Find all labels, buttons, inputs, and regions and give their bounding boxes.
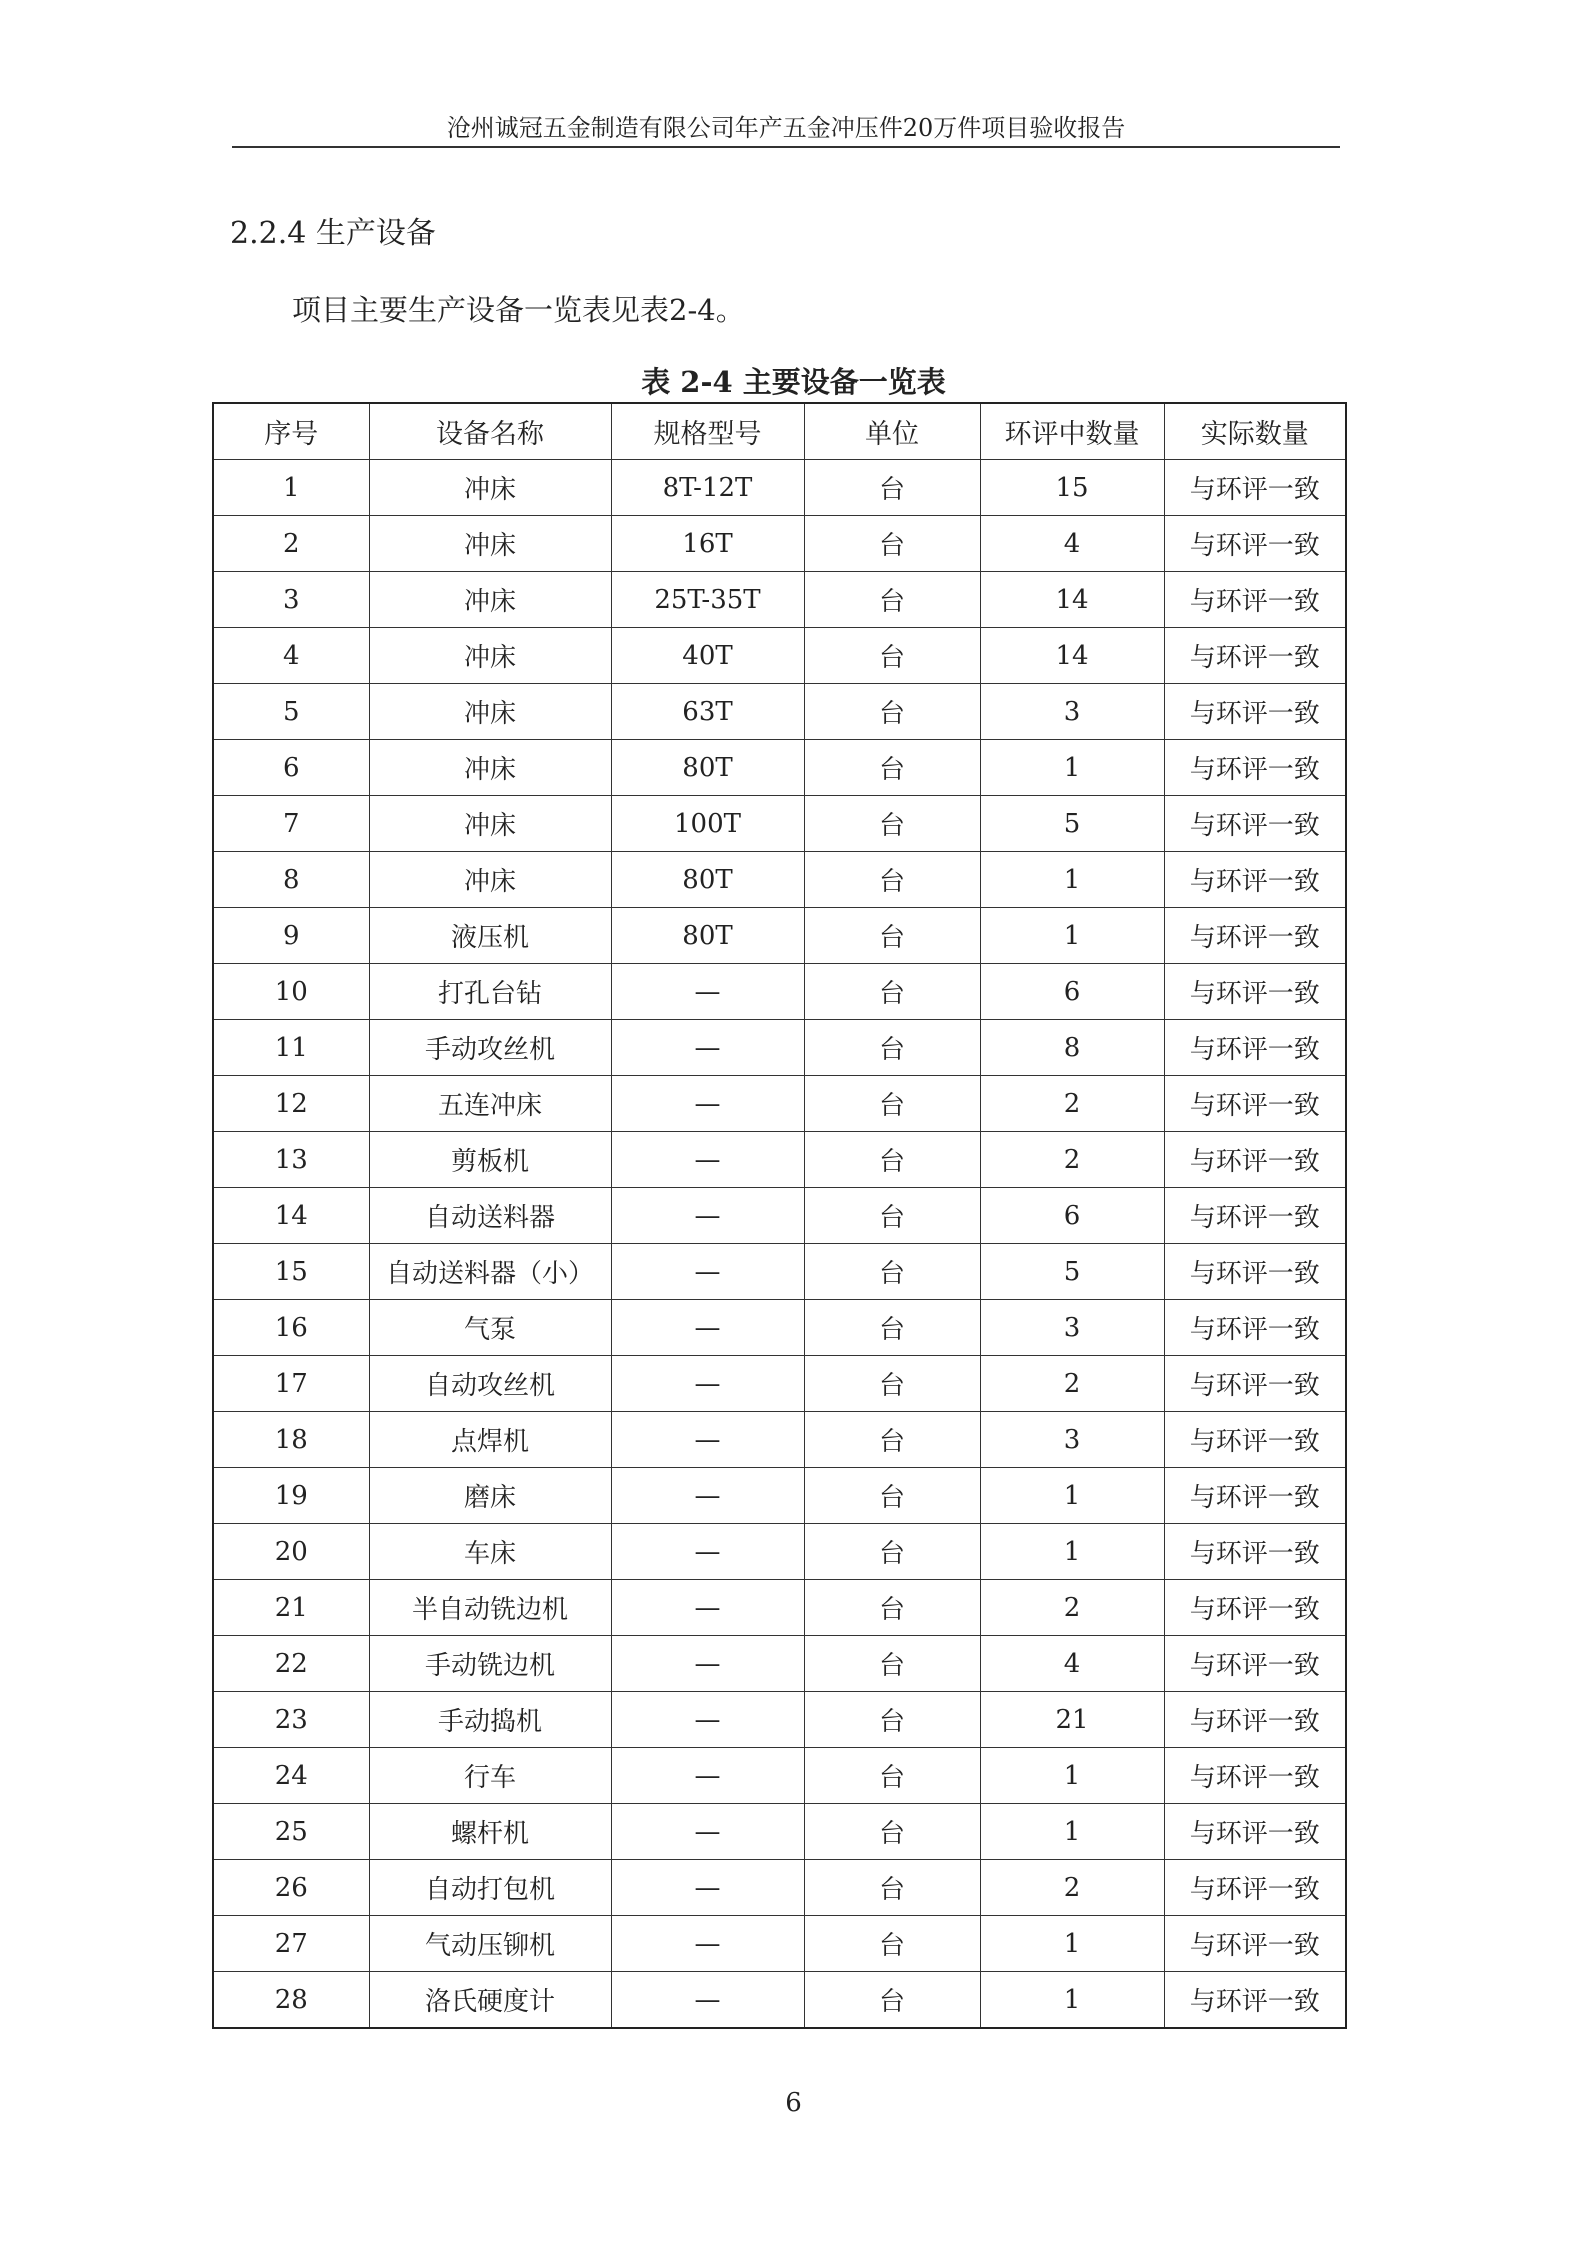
cell-model: — [611, 1692, 804, 1748]
cell-actual-quantity: 与环评一致 [1164, 740, 1346, 796]
cell-equipment-name: 剪板机 [369, 1132, 611, 1188]
cell-eia-quantity: 6 [980, 964, 1164, 1020]
cell-unit: 台 [804, 1580, 980, 1636]
cell-actual-quantity: 与环评一致 [1164, 1300, 1346, 1356]
cell-unit: 台 [804, 1748, 980, 1804]
cell-index: 15 [213, 1244, 369, 1300]
cell-unit: 台 [804, 1468, 980, 1524]
cell-equipment-name: 自动攻丝机 [369, 1356, 611, 1412]
section-heading: 2.2.4 生产设备 [230, 216, 436, 251]
table-row [213, 1860, 1346, 1916]
table-row [213, 1020, 1346, 1076]
cell-actual-quantity: 与环评一致 [1164, 964, 1346, 1020]
cell-actual-quantity: 与环评一致 [1164, 1188, 1346, 1244]
cell-model: 63T [611, 684, 804, 740]
cell-equipment-name: 气泵 [369, 1300, 611, 1356]
cell-index: 26 [213, 1860, 369, 1916]
table-row [213, 1076, 1346, 1132]
cell-model: 80T [611, 852, 804, 908]
cell-index: 11 [213, 1020, 369, 1076]
cell-model: — [611, 1020, 804, 1076]
cell-actual-quantity: 与环评一致 [1164, 796, 1346, 852]
cell-eia-quantity: 2 [980, 1076, 1164, 1132]
cell-unit: 台 [804, 1076, 980, 1132]
cell-index: 17 [213, 1356, 369, 1412]
column-header-name: 设备名称 [369, 403, 611, 460]
cell-actual-quantity: 与环评一致 [1164, 572, 1346, 628]
table-row [213, 740, 1346, 796]
cell-equipment-name: 车床 [369, 1524, 611, 1580]
cell-model: — [611, 1300, 804, 1356]
cell-unit: 台 [804, 1300, 980, 1356]
column-header-actual-quantity: 实际数量 [1164, 403, 1346, 460]
cell-model: — [611, 1748, 804, 1804]
table-row [213, 1748, 1346, 1804]
equipment-table [212, 402, 1347, 2029]
table-row [213, 852, 1346, 908]
cell-index: 1 [213, 460, 369, 516]
cell-equipment-name: 液压机 [369, 908, 611, 964]
cell-model: 40T [611, 628, 804, 684]
cell-eia-quantity: 8 [980, 1020, 1164, 1076]
column-header-unit: 单位 [804, 403, 980, 460]
cell-eia-quantity: 5 [980, 796, 1164, 852]
cell-equipment-name: 手动铣边机 [369, 1636, 611, 1692]
cell-equipment-name: 自动送料器（小） [369, 1244, 611, 1300]
cell-unit: 台 [804, 796, 980, 852]
cell-index: 8 [213, 852, 369, 908]
cell-unit: 台 [804, 1972, 980, 2029]
table-row [213, 908, 1346, 964]
cell-equipment-name: 手动捣机 [369, 1692, 611, 1748]
table-row [213, 684, 1346, 740]
cell-unit: 台 [804, 1244, 980, 1300]
cell-actual-quantity: 与环评一致 [1164, 1916, 1346, 1972]
cell-unit: 台 [804, 1636, 980, 1692]
cell-equipment-name: 自动送料器 [369, 1188, 611, 1244]
table-row [213, 796, 1346, 852]
cell-actual-quantity: 与环评一致 [1164, 1860, 1346, 1916]
cell-equipment-name: 行车 [369, 1748, 611, 1804]
cell-eia-quantity: 2 [980, 1860, 1164, 1916]
table-row [213, 1188, 1346, 1244]
cell-model: — [611, 1580, 804, 1636]
cell-unit: 台 [804, 572, 980, 628]
table-row [213, 1524, 1346, 1580]
cell-equipment-name: 手动攻丝机 [369, 1020, 611, 1076]
cell-model: — [611, 1244, 804, 1300]
cell-equipment-name: 洛氏硬度计 [369, 1972, 611, 2029]
page-header: 沧州诚冠五金制造有限公司年产五金冲压件20万件项目验收报告 [232, 112, 1340, 148]
cell-index: 16 [213, 1300, 369, 1356]
cell-eia-quantity: 21 [980, 1692, 1164, 1748]
cell-eia-quantity: 2 [980, 1580, 1164, 1636]
cell-index: 22 [213, 1636, 369, 1692]
table-header-row [213, 403, 1346, 460]
cell-eia-quantity: 1 [980, 1468, 1164, 1524]
cell-unit: 台 [804, 964, 980, 1020]
table-row [213, 572, 1346, 628]
cell-model: — [611, 964, 804, 1020]
cell-eia-quantity: 6 [980, 1188, 1164, 1244]
cell-equipment-name: 冲床 [369, 628, 611, 684]
table-row [213, 1692, 1346, 1748]
cell-actual-quantity: 与环评一致 [1164, 1468, 1346, 1524]
cell-equipment-name: 螺杆机 [369, 1804, 611, 1860]
cell-actual-quantity: 与环评一致 [1164, 1636, 1346, 1692]
cell-model: 16T [611, 516, 804, 572]
table-row [213, 628, 1346, 684]
column-header-index: 序号 [213, 403, 369, 460]
cell-eia-quantity: 15 [980, 460, 1164, 516]
table-row [213, 1412, 1346, 1468]
cell-model: 25T-35T [611, 572, 804, 628]
cell-index: 5 [213, 684, 369, 740]
cell-unit: 台 [804, 1356, 980, 1412]
cell-eia-quantity: 1 [980, 908, 1164, 964]
cell-actual-quantity: 与环评一致 [1164, 1804, 1346, 1860]
cell-equipment-name: 半自动铣边机 [369, 1580, 611, 1636]
cell-equipment-name: 冲床 [369, 572, 611, 628]
cell-model: — [611, 1188, 804, 1244]
cell-equipment-name: 冲床 [369, 684, 611, 740]
cell-eia-quantity: 1 [980, 1804, 1164, 1860]
cell-unit: 台 [804, 1188, 980, 1244]
table-row [213, 1636, 1346, 1692]
cell-model: — [611, 1076, 804, 1132]
column-header-model: 规格型号 [611, 403, 804, 460]
cell-equipment-name: 自动打包机 [369, 1860, 611, 1916]
cell-eia-quantity: 4 [980, 1636, 1164, 1692]
cell-index: 12 [213, 1076, 369, 1132]
cell-model: 8T-12T [611, 460, 804, 516]
cell-index: 20 [213, 1524, 369, 1580]
cell-actual-quantity: 与环评一致 [1164, 516, 1346, 572]
cell-unit: 台 [804, 1020, 980, 1076]
cell-eia-quantity: 1 [980, 1524, 1164, 1580]
cell-equipment-name: 冲床 [369, 516, 611, 572]
cell-actual-quantity: 与环评一致 [1164, 1076, 1346, 1132]
cell-actual-quantity: 与环评一致 [1164, 1356, 1346, 1412]
table-body [213, 460, 1346, 2029]
cell-eia-quantity: 14 [980, 628, 1164, 684]
table-row [213, 1804, 1346, 1860]
cell-model: — [611, 1804, 804, 1860]
cell-actual-quantity: 与环评一致 [1164, 1748, 1346, 1804]
cell-model: — [611, 1132, 804, 1188]
cell-model: — [611, 1524, 804, 1580]
cell-unit: 台 [804, 1860, 980, 1916]
cell-equipment-name: 冲床 [369, 852, 611, 908]
cell-actual-quantity: 与环评一致 [1164, 908, 1346, 964]
cell-equipment-name: 气动压铆机 [369, 1916, 611, 1972]
cell-index: 25 [213, 1804, 369, 1860]
cell-equipment-name: 冲床 [369, 796, 611, 852]
cell-model: 80T [611, 908, 804, 964]
cell-eia-quantity: 1 [980, 1748, 1164, 1804]
table-caption: 表 2-4 主要设备一览表 [641, 365, 946, 399]
intro-paragraph: 项目主要生产设备一览表见表2-4。 [292, 293, 745, 327]
cell-unit: 台 [804, 1132, 980, 1188]
table-row [213, 964, 1346, 1020]
cell-index: 6 [213, 740, 369, 796]
cell-eia-quantity: 3 [980, 1412, 1164, 1468]
cell-index: 7 [213, 796, 369, 852]
cell-unit: 台 [804, 1524, 980, 1580]
cell-eia-quantity: 1 [980, 852, 1164, 908]
page-number: 6 [785, 2088, 802, 2118]
cell-model: — [611, 1972, 804, 2029]
cell-model: — [611, 1860, 804, 1916]
cell-unit: 台 [804, 1916, 980, 1972]
cell-unit: 台 [804, 1692, 980, 1748]
cell-equipment-name: 五连冲床 [369, 1076, 611, 1132]
cell-index: 4 [213, 628, 369, 684]
cell-equipment-name: 冲床 [369, 740, 611, 796]
table-row [213, 1300, 1346, 1356]
cell-index: 14 [213, 1188, 369, 1244]
cell-actual-quantity: 与环评一致 [1164, 1692, 1346, 1748]
cell-index: 19 [213, 1468, 369, 1524]
cell-model: — [611, 1412, 804, 1468]
cell-model: 100T [611, 796, 804, 852]
cell-model: — [611, 1636, 804, 1692]
cell-index: 3 [213, 572, 369, 628]
cell-actual-quantity: 与环评一致 [1164, 1524, 1346, 1580]
table-row [213, 460, 1346, 516]
table-row [213, 1244, 1346, 1300]
cell-index: 9 [213, 908, 369, 964]
cell-eia-quantity: 4 [980, 516, 1164, 572]
cell-index: 21 [213, 1580, 369, 1636]
table-row [213, 1916, 1346, 1972]
cell-index: 23 [213, 1692, 369, 1748]
cell-eia-quantity: 3 [980, 1300, 1164, 1356]
cell-actual-quantity: 与环评一致 [1164, 1580, 1346, 1636]
cell-index: 24 [213, 1748, 369, 1804]
cell-index: 18 [213, 1412, 369, 1468]
cell-actual-quantity: 与环评一致 [1164, 1132, 1346, 1188]
cell-unit: 台 [804, 460, 980, 516]
cell-actual-quantity: 与环评一致 [1164, 852, 1346, 908]
cell-actual-quantity: 与环评一致 [1164, 1412, 1346, 1468]
cell-eia-quantity: 3 [980, 684, 1164, 740]
cell-index: 27 [213, 1916, 369, 1972]
cell-unit: 台 [804, 516, 980, 572]
table-row [213, 1356, 1346, 1412]
cell-equipment-name: 点焊机 [369, 1412, 611, 1468]
cell-equipment-name: 冲床 [369, 460, 611, 516]
column-header-eia-quantity: 环评中数量 [980, 403, 1164, 460]
cell-eia-quantity: 1 [980, 1916, 1164, 1972]
cell-eia-quantity: 14 [980, 572, 1164, 628]
cell-unit: 台 [804, 908, 980, 964]
cell-index: 10 [213, 964, 369, 1020]
cell-eia-quantity: 2 [980, 1132, 1164, 1188]
cell-index: 2 [213, 516, 369, 572]
cell-unit: 台 [804, 1804, 980, 1860]
cell-model: — [611, 1468, 804, 1524]
table-row [213, 516, 1346, 572]
cell-equipment-name: 打孔台钻 [369, 964, 611, 1020]
cell-actual-quantity: 与环评一致 [1164, 628, 1346, 684]
table-row [213, 1580, 1346, 1636]
cell-eia-quantity: 2 [980, 1356, 1164, 1412]
cell-actual-quantity: 与环评一致 [1164, 460, 1346, 516]
cell-model: 80T [611, 740, 804, 796]
cell-actual-quantity: 与环评一致 [1164, 1972, 1346, 2029]
table-row [213, 1468, 1346, 1524]
cell-eia-quantity: 5 [980, 1244, 1164, 1300]
cell-unit: 台 [804, 740, 980, 796]
table-row [213, 1132, 1346, 1188]
cell-eia-quantity: 1 [980, 1972, 1164, 2029]
table-row [213, 1972, 1346, 2029]
cell-index: 13 [213, 1132, 369, 1188]
cell-eia-quantity: 1 [980, 740, 1164, 796]
cell-model: — [611, 1356, 804, 1412]
cell-unit: 台 [804, 1412, 980, 1468]
cell-unit: 台 [804, 852, 980, 908]
cell-actual-quantity: 与环评一致 [1164, 684, 1346, 740]
cell-actual-quantity: 与环评一致 [1164, 1020, 1346, 1076]
cell-actual-quantity: 与环评一致 [1164, 1244, 1346, 1300]
cell-unit: 台 [804, 684, 980, 740]
cell-index: 28 [213, 1972, 369, 2029]
cell-unit: 台 [804, 628, 980, 684]
cell-model: — [611, 1916, 804, 1972]
cell-equipment-name: 磨床 [369, 1468, 611, 1524]
